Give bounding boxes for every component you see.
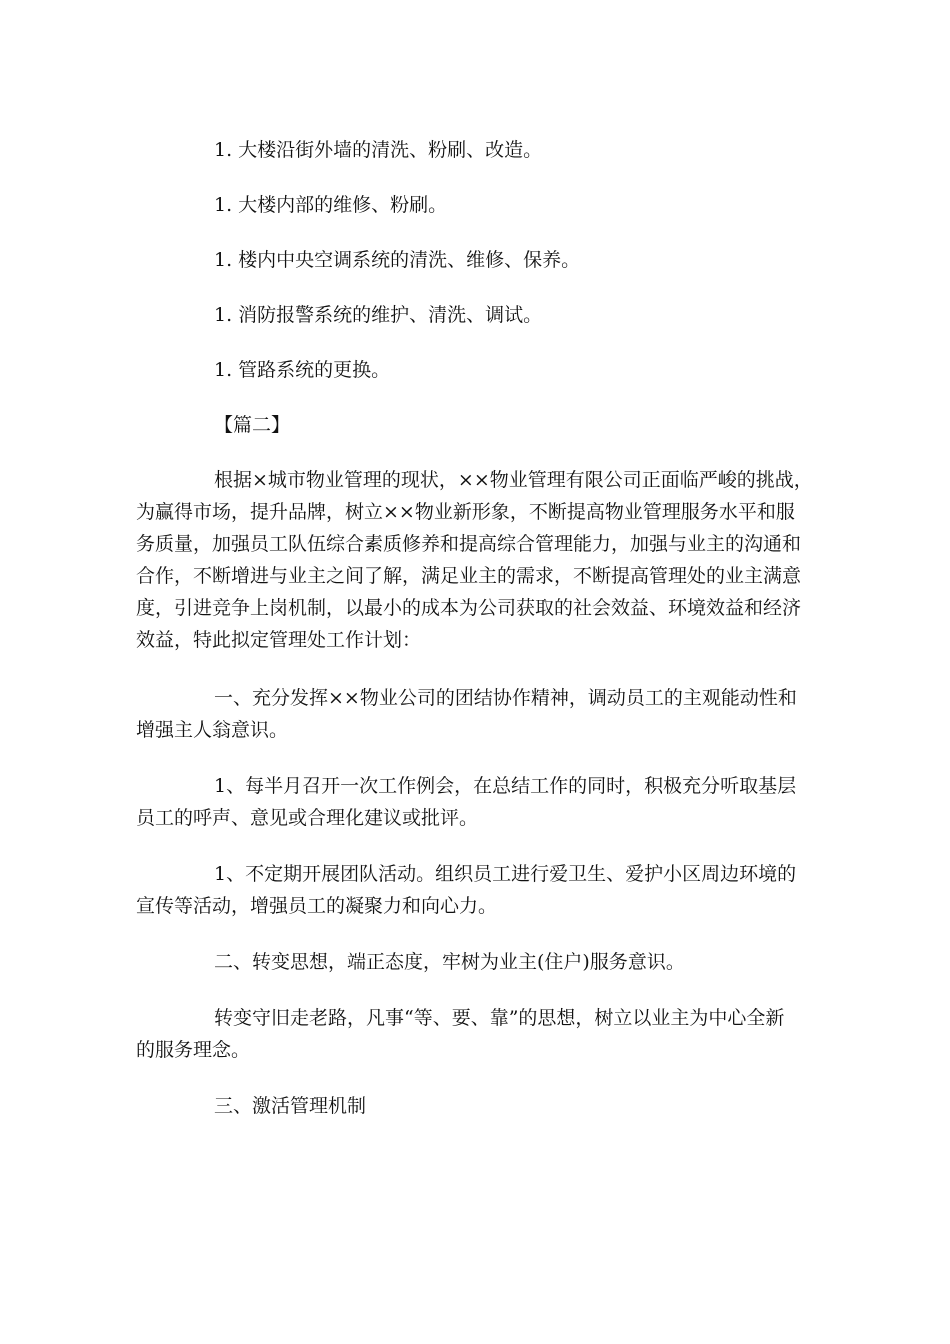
paragraph-line: 员工的呼声、意见或合理化建议或批评。 — [136, 807, 479, 829]
paragraph-line: 宣传等活动，增强员工的凝聚力和向心力。 — [136, 895, 498, 917]
section-heading: 【篇二】 — [214, 414, 291, 436]
paragraph-line: 根据×城市物业管理的现状，××物业管理有限公司正面临严峻的挑战， — [214, 469, 813, 491]
paragraph-line: 1、不定期开展团队活动。组织员工进行爱卫生、爱护小区周边环境的 — [214, 863, 797, 885]
paragraph-line: 效益，特此拟定管理处工作计划： — [136, 629, 422, 651]
paragraph-line: 为赢得市场，提升品牌，树立××物业新形象，不断提高物业管理服务水平和服 — [136, 501, 795, 523]
paragraph-line: 一、充分发挥××物业公司的团结协作精神，调动员工的主观能动性和 — [214, 687, 797, 709]
list-item-fire-alarm: 1. 消防报警系统的维护、清洗、调试。 — [214, 304, 543, 326]
paragraph-line: 的服务理念。 — [136, 1039, 251, 1061]
paragraph-line: 转变守旧走老路，凡事“等、要、靠”的思想，树立以业主为中心全新 — [214, 1007, 785, 1029]
list-item-exterior-wall: 1. 大楼沿街外墙的清洗、粉刷、改造。 — [214, 139, 543, 161]
point-three: 三、激活管理机制 — [214, 1095, 367, 1117]
list-item-interior-repair: 1. 大楼内部的维修、粉刷。 — [214, 194, 448, 216]
paragraph-line: 增强主人翁意识。 — [136, 719, 289, 741]
list-item-pipeline: 1. 管路系统的更换。 — [214, 359, 391, 381]
point-two: 二、转变思想，端正态度，牢树为业主(住户)服务意识。 — [214, 951, 685, 973]
paragraph-line: 务质量，加强员工队伍综合素质修养和提高综合管理能力，加强与业主的沟通和 — [136, 533, 802, 555]
list-item-air-conditioning: 1. 楼内中央空调系统的清洗、维修、保养。 — [214, 249, 581, 271]
paragraph-line: 度，引进竞争上岗机制，以最小的成本为公司获取的社会效益、环境效益和经济 — [136, 597, 802, 619]
paragraph-line: 合作，不断增进与业主之间了解，满足业主的需求，不断提高管理处的业主满意 — [136, 565, 802, 587]
paragraph-line: 1、每半月召开一次工作例会，在总结工作的同时，积极充分听取基层 — [214, 775, 797, 797]
